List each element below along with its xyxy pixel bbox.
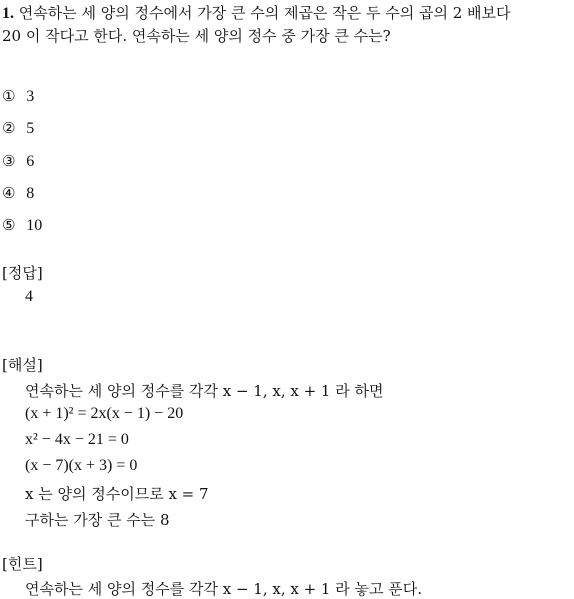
question-text-line-1: 연속하는 세 양의 정수에서 가장 큰 수의 제곱은 작은 두 수의 곱의 2 배보다 xyxy=(18,4,511,22)
solution-line: 구하는 가장 큰 수는 8 xyxy=(25,511,170,529)
hint-label: [힌트] xyxy=(2,555,43,573)
choice-marker: ② xyxy=(2,119,16,137)
hint-line: 연속하는 세 양의 정수를 각각 x − 1, x, x + 1 라 놓고 푼다. xyxy=(25,580,422,598)
choice-2[interactable] xyxy=(2,119,34,138)
choice-1[interactable] xyxy=(2,87,34,106)
question-text-line-2: 20 이 작다고 한다. 연속하는 세 양의 정수 중 가장 큰 수는? xyxy=(2,27,391,45)
solution-line: (x − 7)(x + 3) = 0 xyxy=(25,457,138,474)
solution-line: x 는 양의 정수이므로 x = 7 xyxy=(25,485,209,503)
choice-5[interactable] xyxy=(2,216,42,235)
question-line-1 xyxy=(2,2,511,23)
choice-marker: ③ xyxy=(2,152,16,170)
solution-line: x² − 4x − 21 = 0 xyxy=(25,431,129,448)
choice-3[interactable] xyxy=(2,152,34,171)
answer-value: 4 xyxy=(25,288,33,305)
choice-value: 6 xyxy=(26,153,35,170)
solution-label: [해설] xyxy=(2,356,43,374)
choice-marker: ⑤ xyxy=(2,216,16,234)
choice-value: 5 xyxy=(26,120,35,137)
solution-line: (x + 1)² = 2x(x − 1) − 20 xyxy=(25,405,184,422)
choice-marker: ④ xyxy=(2,184,16,202)
choice-value: 10 xyxy=(26,217,43,234)
answer-label: [정답] xyxy=(2,264,43,282)
choice-value: 8 xyxy=(26,185,35,202)
choice-marker: ① xyxy=(2,87,16,105)
question-number: 1. xyxy=(2,5,14,22)
solution-line: 연속하는 세 양의 정수를 각각 x − 1, x, x + 1 라 하면 xyxy=(25,382,384,400)
choice-value: 3 xyxy=(26,88,35,105)
choice-4[interactable] xyxy=(2,184,34,203)
